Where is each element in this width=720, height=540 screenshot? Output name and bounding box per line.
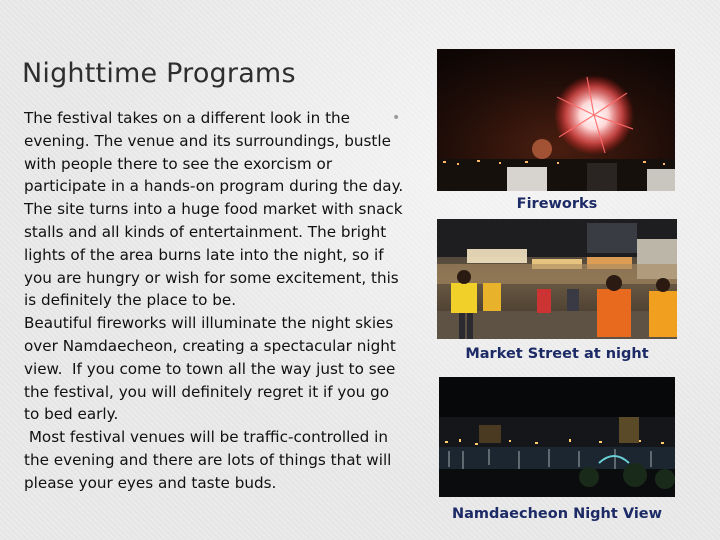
fireworks-caption: Fireworks [516,196,598,212]
paragraph-fireworks: Beautiful fireworks will illuminate the night skies over Namdaecheon, creating a spectacular night view. If you come to town all the way just to see the festival, you will definitely regret it if you go to bed early. [24,314,401,424]
bullet-dot: • [392,110,401,126]
river-night-caption: Namdaecheon Night View [451,506,663,522]
slide-title: Nighttime Programs [22,58,296,89]
market-street-caption: Market Street at night [465,346,649,362]
market-street-photo-drawing [437,219,677,339]
market-street-photo [437,219,677,339]
river-night-photo [439,377,675,497]
paragraph-evening: The festival takes on a different look in the evening. The venue and its surroundings, bustle with people there to see the exorcism or participate in a hands-on program during the day. The site turns into a huge food market with snack stalls and all kinds of entertainment. The bright lights of the area burns late into the night, so if you are hungry or wish for some excitement, this is definitely the place to be. [24,109,409,310]
body-text [24,107,409,495]
fireworks-photo-drawing [437,49,675,191]
fireworks-photo [437,49,675,191]
paragraph-traffic: Most festival venues will be traffic-controlled in the evening and there are lots of things that will please your eyes and taste buds. [24,428,397,492]
river-night-photo-drawing [439,377,675,497]
